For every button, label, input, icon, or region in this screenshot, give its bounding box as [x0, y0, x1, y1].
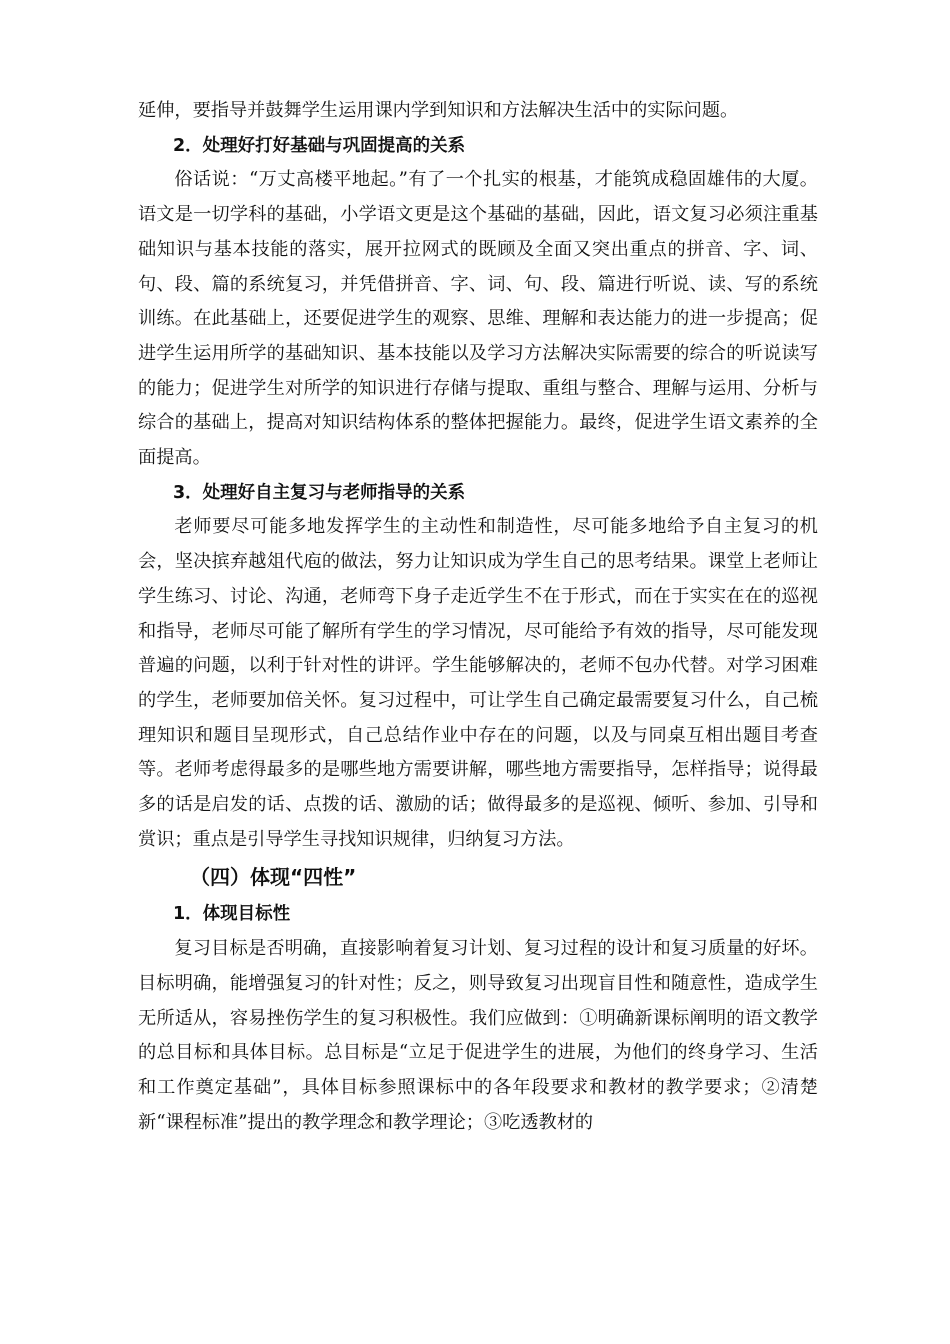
paragraph-foundation: 俗话说：“万丈高楼平地起。”有了一个扎实的根基，才能筑成稳固雄伟的大厦。语文是一切学科的基础，小学语文更是这个基础的基础，因此，语文复习必须注重基础知识与基本技能的落实，展开拉网式的既顾及全面又突出重点的拼音、字、词、句、段、篇的系统复习，并凭借拼音、字、词、句、段、篇进行听说、读、写的系统训练。在此基础上，还要促进学生的观察、思维、理解和表达能力的进一步提高；促进学生运用所学的基础知识、基本技能以及学习方法解决实际需要的综合的听说读写的能力；促进学生对所学的知识进行存储与提取、重组与整合、理解与运用、分析与综合的基础上，提高对知识结构体系的整体把握能力。最终，促进学生语文素养的全面提高。: [138, 169, 818, 469]
section-heading-3: 3．处理好自主复习与老师指导的关系: [173, 482, 466, 503]
document-page: [138, 94, 818, 1140]
section-heading-2: 2．处理好打好基础与巩固提高的关系: [173, 135, 466, 156]
section-heading-1: 1．体现目标性: [173, 904, 291, 925]
chapter-heading-four: （四）体现“四性”: [190, 865, 357, 890]
paragraph-continuation: 延伸，要指导并鼓舞学生运用课内学到知识和方法解决生活中的实际问题。: [138, 100, 739, 121]
paragraph-guidance: 老师要尽可能多地发挥学生的主动性和制造性，尽可能多地给予自主复习的机会，坚决摈弃越俎代庖的做法，努力让知识成为学生自己的思考结果。课堂上老师让学生练习、讨论、沟通，老师弯下身子走近学生不在于形式，而在于实实在在的巡视和指导，老师尽可能了解所有学生的学习情况，尽可能给予有效的指导，尽可能发现普遍的问题，以利于针对性的讲评。学生能够解决的，老师不包办代替。对学习困难的学生，老师要加倍关怀。复习过程中，可让学生自己确定最需要复习什么，自己梳理知识和题目呈现形式，自己总结作业中存在的问题，以及与同桌互相出题目考查等。老师考虑得最多的是哪些地方需要讲解，哪些地方需要指导，怎样指导；说得最多的话是启发的话、点拨的话、激励的话；做得最多的是巡视、倾听、参加、引导和赏识；重点是引导学生寻找知识规律，归纳复习方法。: [138, 516, 818, 850]
paragraph-goals: 复习目标是否明确，直接影响着复习计划、复习过程的设计和复习质量的好坏。目标明确，能增强复习的针对性；反之，则导致复习出现盲目性和随意性，造成学生无所适从，容易挫伤学生的复习积极性。我们应做到：①明确新课标阐明的语文教学的总目标和具体目标。总目标是“立足于促进学生的进展，为他们的终身学习、生活和工作奠定基础”，具体目标参照课标中的各年段要求和教材的教学要求；②清楚新“课程标准”提出的教学理念和教学理论；③吃透教材的: [138, 938, 818, 1133]
